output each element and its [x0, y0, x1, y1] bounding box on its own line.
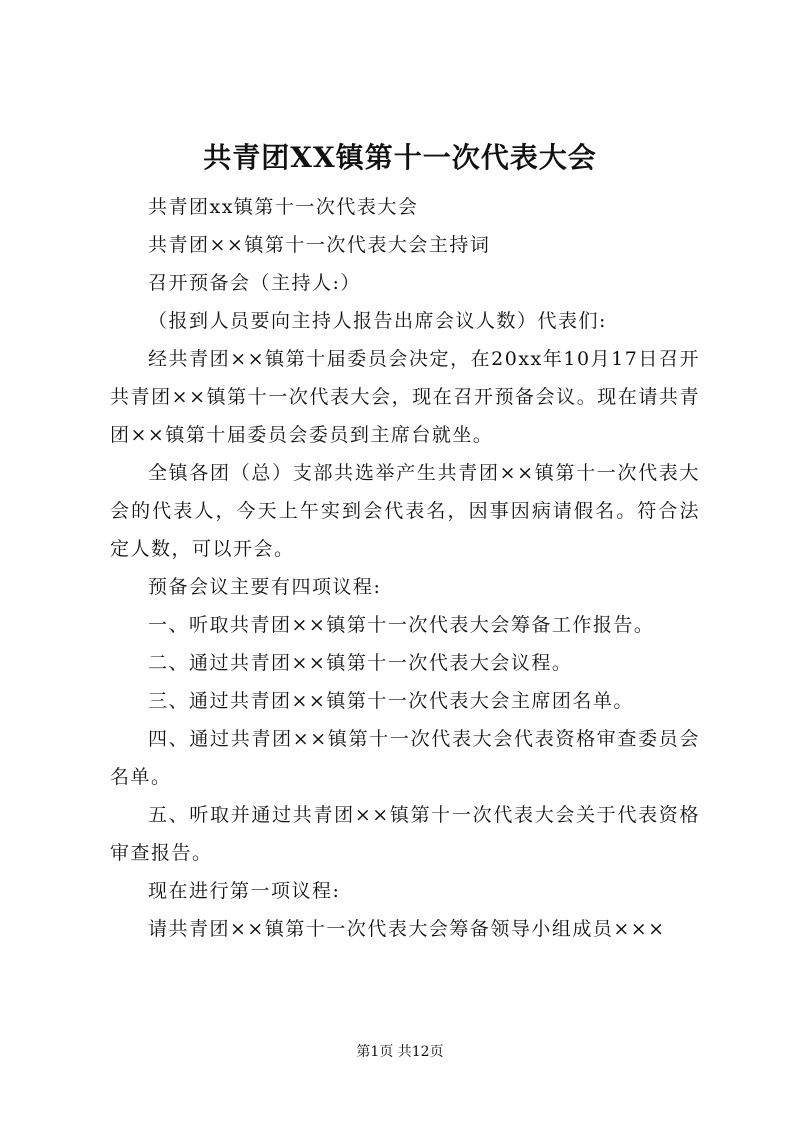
- paragraph: 请共青团××镇第十一次代表大会筹备领导小组成员×××: [148, 918, 666, 940]
- paragraph: 共青团xx镇第十一次代表大会: [148, 196, 419, 218]
- page-footer: 第1页 共12页: [356, 1044, 444, 1060]
- paragraph: 四、通过共青团××镇第十一次代表大会代表资格审查委员会名单。: [110, 728, 700, 788]
- document-body: [110, 188, 700, 948]
- paragraph: 召开预备会（主持人:）: [148, 272, 361, 294]
- paragraph: （报到人员要向主持人报告出席会议人数）代表们:: [148, 310, 607, 332]
- paragraph: 五、听取并通过共青团××镇第十一次代表大会关于代表资格审查报告。: [110, 804, 700, 864]
- paragraph: 二、通过共青团××镇第十一次代表大会议程。: [148, 652, 573, 674]
- paragraph: 预备会议主要有四项议程:: [148, 576, 382, 598]
- paragraph: 共青团××镇第十一次代表大会主持词: [148, 234, 491, 256]
- paragraph: 全镇各团（总）支部共选举产生共青团××镇第十一次代表大会的代表人，今天上午实到会代表名，因事因病请假名。符合法定人数，可以开会。: [110, 462, 700, 560]
- paragraph: 现在进行第一项议程:: [148, 880, 341, 902]
- paragraph: 三、通过共青团××镇第十一次代表大会主席团名单。: [148, 690, 634, 712]
- paragraph: 一、听取共青团××镇第十一次代表大会筹备工作报告。: [148, 614, 655, 636]
- paragraph: 经共青团××镇第十届委员会决定，在20xx年10月17日召开共青团××镇第十一次代表大会，现在召开预备会议。现在请共青团××镇第十届委员会委员到主席台就坐。: [110, 348, 700, 446]
- document-title: 共青团XX镇第十一次代表大会: [203, 141, 597, 174]
